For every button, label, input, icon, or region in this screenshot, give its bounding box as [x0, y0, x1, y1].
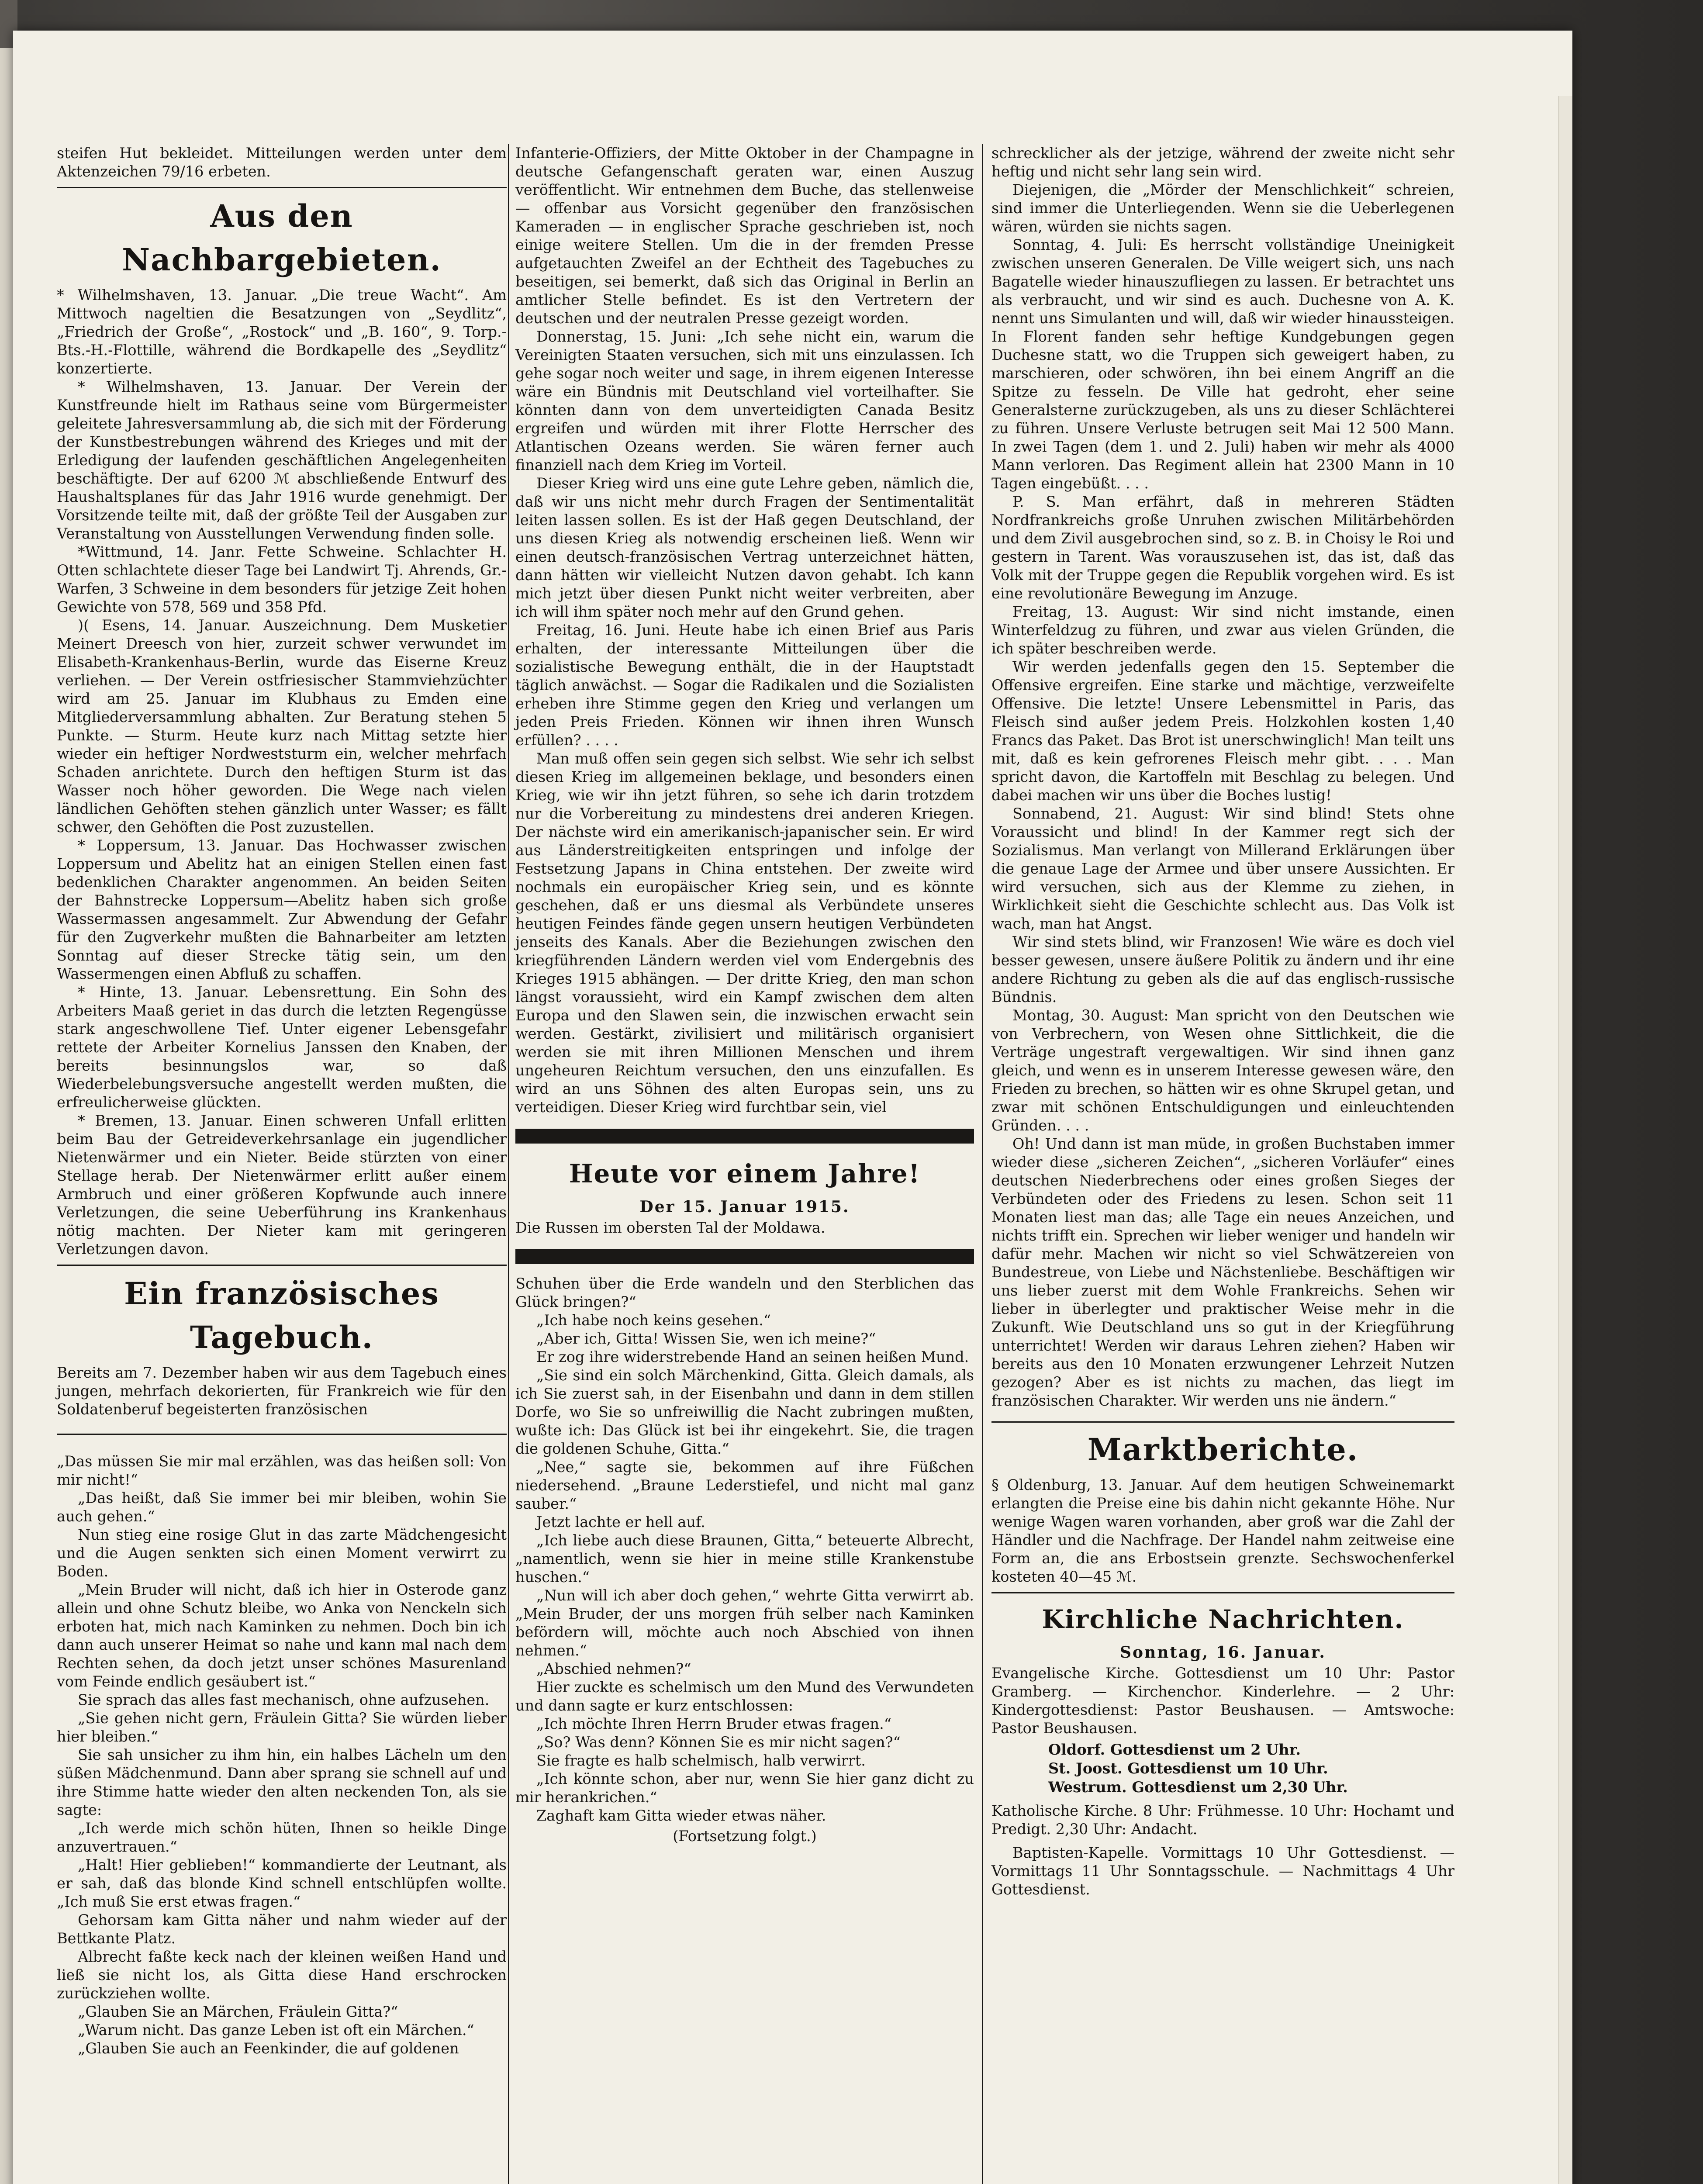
serial-paragraph: „Nun will ich aber doch gehen,“ wehrte Gitta verwirrt ab. „Mein Bruder, der uns morgen früh selber nach Kaminken befördern will, möchte auch noch Abschied von ihnen nehmen.“ [515, 1587, 974, 1659]
serial-paragraph: Hier zuckte es schelmisch um den Mund des Verwundeten und dann sagte er kurz entschlossen: [515, 1679, 974, 1714]
news-item-wittmund: *Wittmund, 14. Janr. Fette Schweine. Schlachter H. Otten schlachtete dieser Tage bei Landwirt Tj. Ahrends, Gr.-Warfen, 3 Schweine in dem besonders für jetzige Zeit hohen Gewichte von 578, 569 und 358 Pfd. [57, 543, 507, 615]
serial-paragraph: „Sie sind ein solch Märchenkind, Gitta. Gleich damals, als ich Sie zuerst sah, in der Eisenbahn und dann in dem stillen Dorfe, wo Sie so unfreiwillig die Nacht zubringen mußten, wußte ich: Das Glück ist bei ihr eingekehrt. Sie, die tragen die goldenen Schuhe, Gitta.“ [515, 1367, 974, 1457]
diary-entry: Freitag, 13. August: Wir sind nicht imstande, einen Winterfeldzug zu führen, und zwar aus vielen Gründen, die ich später beschreiben werde. [991, 603, 1454, 657]
serial-paragraph: „Glauben Sie an Märchen, Fräulein Gitta?“ [78, 2003, 398, 2020]
church-time-oldorf: Oldorf. Gottesdienst um 2 Uhr. [1048, 1741, 1301, 1758]
serial-paragraph: „Nee,“ sagte sie, bekommen auf ihre Füßchen niedersehend. „Braune Lederstiefel, und nicht mal ganz sauber.“ [515, 1458, 974, 1512]
right-column [991, 144, 1454, 1899]
diary-entry: Dieser Krieg wird uns eine gute Lehre geben, nämlich die, daß wir uns nicht mehr durch Fragen der Sentimentalität leiten lassen sollen. Es ist der Haß gegen Deutschland, der uns diesen Krieg als notwendig erscheinen ließ. Wenn wir einen deutsch-französischen Vertrag unterzeichnet hätten, dann hätten wir vielleicht Nutzen davon gehabt. Ich kann mich jetzt über diesen Punkt nicht weiter verbreiten, aber ich will ihm später noch mehr auf den Grund gehen. [515, 475, 974, 620]
serial-paragraph: „Ich habe noch keins gesehen.“ [536, 1312, 771, 1329]
news-item-loppersum: * Loppersum, 13. Januar. Das Hochwasser zwischen Loppersum und Abelitz hat an einigen Stellen einen fast bedenklichen Charakter angenommen. An beiden Seiten der Bahnstrecke Loppersum—Abelitz haben sich große Wassermassen angesammelt. Zur Abwendung der Gefahr für den Zugverkehr mußten die Bahnarbeiter am letzten Sonntag auf dieser Strecke tätig sein, um den Wassermengen einen Abfluß zu schaffen. [57, 837, 507, 982]
chronicle-entry: Die Russen im obersten Tal der Moldawa. [515, 1219, 826, 1236]
diary-entry: Wir werden jedenfalls gegen den 15. September die Offensive ergreifen. Eine starke und mächtige, verzweifelte Offensive. Die letzte! Unsere Lebensmittel in Paris, das Fleisch sind außer jedem Preis. Holzkohlen kosten 1,40 Francs das Paket. Das Brot ist unerschwinglich! Man teilt uns mit, daß es kein gefrorenes Fleisch mehr gibt. . . . Man spricht davon, die Kartoffeln mit Beschlag zu belegen. Und dabei machen wir uns über die Boches lustig! [991, 658, 1454, 804]
church-times-list [991, 1740, 1454, 1797]
serial-paragraph: Albrecht faßte keck nach der kleinen weißen Hand und ließ sie nicht los, als Gitta diese Hand erschrocken zurückziehen wollte. [57, 1948, 507, 2002]
serial-paragraph: „Ich möchte Ihren Herrn Bruder etwas fragen.“ [536, 1715, 891, 1732]
diary-entry: Sonnabend, 21. August: Wir sind blind! Stets ohne Voraussicht und blind! In der Kammer regt sich der Sozialismus. Man verlangt von Millerand Erklärungen über die genaue Lage der Armee und über unsere Aussichten. Er wird versuchen, sich aus der Klemme zu ziehen, in Wirklichkeit sieht die Geschichte schlecht aus. Das Volk ist wach, man hat Angst. [991, 805, 1454, 932]
diary-entry: Sonntag, 4. Juli: Es herrscht vollständige Uneinigkeit zwischen unseren Generalen. De Ville weigert sich, uns nach Bagatelle wieder hinauszufliegen zu lassen. Er betrachtet uns als verbraucht, und wir sind es auch. Duchesne von A. K. nennt uns Simulanten und will, daß wir wieder hinaussteigen. In Florent fanden sehr heftige Kundgebungen gegen Duchesne statt, wo die Truppen sich geweigert haben, zu marschieren, oder schwören, ihn bei einem Angriff an die Spitze zu fesseln. De Ville hat gedroht, eher seine Generalsterne zurückzugeben, als uns zu dieser Schlächterei zu führen. Unsere Verluste betrugen seit Mai 12 500 Mann. In zwei Tagen (dem 1. und 2. Juli) haben wir mehr als 4000 Mann verloren. Das Regiment allein hat 2300 Mann in 10 Tagen eingebüßt. . . . [991, 236, 1454, 492]
serial-paragraph: Sie fragte es halb schelmisch, halb verwirrt. [536, 1752, 866, 1769]
serial-paragraph: „Mein Bruder will nicht, daß ich hier in Osterode ganz allein und ohne Schutz bleibe, wo Anka von Nenckeln sich erboten hat, mich nach Kaminken zu nehmen. Doch bin ich dann auch unserer Heimat so nahe und kann mal nach dem Rechten sehen, da doch jetzt unser schönes Masurenland vom Feinde endlich gesäubert ist.“ [57, 1581, 507, 1690]
heading-heute-vor-einem-jahre: Heute vor einem Jahre! [569, 1159, 921, 1189]
news-item-bremen: * Bremen, 13. Januar. Einen schweren Unfall erlitten beim Bau der Getreideverkehrsanlage ein jugendlicher Nietenwärmer und ein Nieter. Beide stürzten von einer Stellage herab. Der Nietenwärmer erlitt außer einem Armbruch und einer größeren Kopfwunde auch innere Verletzungen, die seine Ueberführung ins Krankenhaus nötig machten. Der Nieter kam mit geringeren Verletzungen davon. [57, 1112, 507, 1258]
heading-marktberichte: Marktberichte. [1087, 1431, 1359, 1468]
serial-paragraph: „Abschied nehmen?“ [536, 1660, 691, 1677]
subheading-date: Der 15. Januar 1915. [639, 1198, 850, 1216]
diary-entry: Freitag, 16. Juni. Heute habe ich einen Brief aus Paris erhalten, der interessante Mitteilungen über die sozialistische Bewegung enthält, die in der Hauptstadt täglich anwächst. — Sogar die Radikalen und die Sozialisten erheben ihre Stimme gegen den Krieg und verlangen um jeden Preis Frieden. Können wir ihnen ihren Wunsch erfüllen? . . . . [515, 622, 974, 749]
serial-paragraph: „Halt! Hier geblieben!“ kommandierte der Leutnant, als er sah, daß das blonde Kind schnell entschlüpfen wollte. „Ich muß Sie erst etwas fragen.“ [57, 1856, 507, 1910]
diary-entry: Donnerstag, 15. Juni: „Ich sehe nicht ein, warum die Vereinigten Staaten versuchen, sich mit uns einzulassen. Ich gehe sogar noch weiter und sage, in ihrem eigenen Interesse wäre ein Bündnis mit Deutschland viel vorteilhafter. Sie könnten dann von dem unverteidigten Canada Besitz ergreifen und würden mit ihrer Flotte Herrscher des Atlantischen Ozeans werden. Sie wären ferner auch finanziell nach dem Krieg im Vorteil. [515, 328, 974, 473]
church-time-st-joost: St. Joost. Gottesdienst um 10 Uhr. [1048, 1760, 1328, 1777]
left-column [57, 144, 507, 2058]
serial-paragraph: „Glauben Sie auch an Feenkinder, die auf goldenen [78, 2040, 459, 2057]
church-notice-catholic: Katholische Kirche. 8 Uhr: Frühmesse. 10 Uhr: Hochamt und Predigt. 2,30 Uhr: Andacht. [991, 1802, 1454, 1838]
article-continuation: steifen Hut bekleidet. Mitteilungen werden unter dem Aktenzeichen 79/16 erbeten. [57, 145, 507, 180]
middle-column [515, 144, 974, 1845]
heavy-divider [515, 1249, 974, 1264]
serial-paragraph: „So? Was denn? Können Sie es mir nicht sagen?“ [536, 1734, 901, 1751]
diary-entry: Wir sind stets blind, wir Franzosen! Wie wäre es doch viel besser gewesen, unsere äußere Politik zu ändern und ihr eine andere Richtung zu geben als die auf das englisch-russische Bündnis. [991, 933, 1454, 1006]
news-item-esens: )( Esens, 14. Januar. Auszeichnung. Dem Musketier Meinert Dreesch von hier, zurzeit schwer verwundet im Elisabeth-Krankenhaus-Berlin, wurde das Eiserne Kreuz verliehen. — Der Verein ostfriesischer Stammviehzüchter wird am 25. Januar im Klubhaus zu Emden eine Mitgliederversammlung abhalten. Zur Beratung stehen 5 Punkte. — Sturm. Heute kurz nach Mittag setzte hier wieder ein heftiger Nordweststurm ein, welcher mehrfach Schaden anrichtete. Durch den heftigen Sturm ist das Wasser noch höher geworden. Die Wege nach vielen ländlichen Gehöften stehen gänzlich unter Wasser; es fällt schwer, den Gehöften die Post zuzustellen. [57, 617, 507, 836]
serial-paragraph: Nun stieg eine rosige Glut in das zarte Mädchengesicht und die Augen senkten sich einen Moment verwirrt zu Boden. [57, 1526, 507, 1580]
column-rule-left [508, 144, 509, 2184]
news-item-wilhelmshaven-1: * Wilhelmshaven, 13. Januar. „Die treue Wacht“. Am Mittwoch nageltien die Besatzungen von „Seydlitz“, „Friedrich der Große“, „Rostock“ und „B. 160“, 9. Torp.-Bts.-H.-Flottille, während die Bordkapelle des „Seydlitz“ konzertierte. [57, 287, 507, 377]
diary-entry: Montag, 30. August: Man spricht von den Deutschen wie von Verbrechern, von Wesen ohne Sittlichkeit, die die Verträge ungestraft vergewaltigen. Wir sind ihnen ganz gleich, und wenn es in unserem Interesse gewesen wäre, den Frieden zu brechen, so hätten wir es ohne Skrupel getan, und zwar mit schönen Entschuldigungen und einleuchtenden Gründen. . . . [991, 1007, 1454, 1134]
market-report: § Oldenburg, 13. Januar. Auf dem heutigen Schweinemarkt erlangten die Preise eine bis dahin nicht gekannte Höhe. Nur wenige Wagen waren vorhanden, aber groß war die Zahl der Händler und die Nachfrage. Der Handel nahm zeitweise eine Form an, die ans Erbostsein grenzte. Sechswochenferkel kosteten 40—45 ℳ. [991, 1476, 1454, 1585]
article-heading-tagebuch: Ein französisches Tagebuch. [124, 1275, 439, 1355]
serial-paragraph: Gehorsam kam Gitta näher und nahm wieder auf der Bettkante Platz. [57, 1911, 507, 1947]
diary-entry: Diejenigen, die „Mörder der Menschlichkeit“ schreien, sind immer die Unterliegenden. Wenn sie die Ueberlegenen wären, würden sie nichts sagen. [991, 181, 1454, 235]
serial-paragraph: „Ich werde mich schön hüten, Ihnen so heikle Dinge anzuvertrauen.“ [57, 1820, 507, 1855]
church-notice-evangelical: Evangelische Kirche. Gottesdienst um 10 Uhr: Pastor Gramberg. — Kirchenchor. Kinderlehre. — 2 Uhr: Kindergottesdienst: Pastor Beushausen. — Amtswoche: Pastor Beushausen. [991, 1665, 1454, 1737]
serial-paragraph: „Ich liebe auch diese Braunen, Gitta,“ beteuerte Albrecht, „namentlich, wenn sie hier in meine stille Krankenstube huschen.“ [515, 1532, 974, 1586]
diary-entry: schrecklicher als der jetzige, während der zweite nicht sehr heftig und nicht sehr lang sein wird. [991, 145, 1454, 180]
book-edge [1558, 96, 1572, 2184]
heading-kirchliche-nachrichten: Kirchliche Nachrichten. [1042, 1604, 1404, 1634]
serial-paragraph: „Ich könnte schon, aber nur, wenn Sie hier ganz dicht zu mir herankrichen.“ [515, 1770, 974, 1806]
continuation-note: (Fortsetzung folgt.) [673, 1828, 817, 1845]
section-divider [991, 1592, 1454, 1593]
subheading-sunday: Sonntag, 16. Januar. [1120, 1643, 1326, 1662]
diary-entry: Man muß offen sein gegen sich selbst. Wie sehr ich selbst diesen Krieg im allgemeinen beklage, und besonders einen Krieg, wie wir ihn jetzt führen, so sehe ich darin trotzdem nur die Vorbereitung zu mindestens drei anderen Kriegen. Der nächste wird ein amerikanisch-japanischer sein. Er wird aus Länderstreitigkeiten entspringen und infolge der Festsetzung Japans in China entstehen. Der zweite wird nochmals ein europäischer Krieg sein, und es könnte geschehen, daß er uns diesmal als Verbündete unseres heutigen Feindes fände gegen unsern heutigen Verbündeten jenseits des Kanals. Aber die Beziehungen zwischen den kriegführenden Ländern werden viel vom Endergebnis des Krieges 1915 abhängen. — Der dritte Krieg, den man schon längst voraussieht, wird ein Kampf zwischen dem alten Europa und den Slawen sein, die inzwischen erwacht sein werden. Gestärkt, zivilisiert und militärisch organisiert werden sie mit ihren Millionen Menschen und ihrem ungeheuren Reichtum versuchen, den uns einzufallen. Es wird an uns Söhnen des alten Europas sein, uns zu verteidigen. Dieser Krieg wird furchtbar sein, viel [515, 750, 974, 1116]
serial-paragraph: Schuhen über die Erde wandeln und den Sterblichen das Glück bringen?“ [515, 1275, 974, 1310]
serial-paragraph: Er zog ihre widerstrebende Hand an seinen heißen Mund. [536, 1348, 969, 1365]
section-divider [57, 1265, 507, 1266]
serial-paragraph: „Sie gehen nicht gern, Fräulein Gitta? Sie würden lieber hier bleiben.“ [57, 1710, 507, 1745]
serial-paragraph: „Das heißt, daß Sie immer bei mir bleiben, wohin Sie auch gehen.“ [57, 1489, 507, 1525]
diary-entry: P. S. Man erfährt, daß in mehreren Städten Nordfrankreichs große Unruhen zwischen Militärbehörden und dem Zivil ausgebrochen sind, so z. B. in Choisy le Roi und gestern in Tarent. Was vorauszusehen ist, das ist, daß das Volk mit der Truppe gegen die Republik vorgehen wird. Es ist eine revolutionäre Bewegung im Anzuge. [991, 493, 1454, 602]
section-divider [57, 187, 507, 188]
news-item-wilhelmshaven-2: * Wilhelmshaven, 13. Januar. Der Verein der Kunstfreunde hielt im Rathaus seine vom Bürgermeister geleitete Jahresversammlung ab, die sich mit der Förderung der Kunstbestrebungen während des Krieges und mit der Erledigung der laufenden geschäftlichen Angelegenheiten beschäftigte. Der auf 6200 ℳ abschließende Entwurf des Haushaltsplanes für das Jahr 1916 wurde genehmigt. Der Vorsitzende teilte mit, daß der größte Teil der Ausgaben zur Veranstaltung von Ausstellungen Verwendung finden solle. [57, 378, 507, 542]
column-rule-right [982, 144, 983, 2184]
church-notice-baptist: Baptisten-Kapelle. Vormittags 10 Uhr Gottesdienst. — Vormittags 11 Uhr Sonntagsschule. — Nachmittags 4 Uhr Gottesdienst. [991, 1844, 1454, 1898]
section-divider [57, 1434, 507, 1435]
serial-paragraph: Sie sah unsicher zu ihm hin, ein halbes Lächeln um den süßen Mädchenmund. Dann aber sprang sie schnell auf und ihre Stimme hatte wieder den alten neckenden Ton, als sie sagte: [57, 1746, 507, 1818]
diary-entry: Oh! Und dann ist man müde, in großen Buchstaben immer wieder diese „sicheren Zeichen“, „sicheren Vorläufer“ eines deutschen Niederbrechens oder eines großen Sieges der Verbündeten oder des Friedens zu lesen. Schon seit 11 Monaten liest man das; alle Tage ein neues Anzeichen, und nichts trifft ein. Sprechen wir lieber weniger und handeln wir dafür mehr. Machen wir nicht so viel Schwätzereien von Bundestreue, von Liebe und Nächstenliebe. Beschäftigen wir uns lieber zuerst mit dem Wohle Frankreichs. Sehen wir lieber in überlegter und praktischer Weise mehr in die Zukunft. Wie Deutschland uns so gut in der Kriegführung unterrichtet! Werden wir daraus Lehren ziehen? Haben wir bereits aus den 10 Monaten erzwungener Lehrzeit Nutzen gezogen? Aber es ist nichts zu machen, das liegt im französischen Charakter. Wir werden uns nie ändern.“ [991, 1135, 1454, 1409]
serial-paragraph: Zaghaft kam Gitta wieder etwas näher. [536, 1807, 826, 1824]
church-time-westrum: Westrum. Gottesdienst um 2,30 Uhr. [1048, 1779, 1348, 1796]
news-item-hinte: * Hinte, 13. Januar. Lebensrettung. Ein Sohn des Arbeiters Maaß geriet in das durch die letzten Regengüsse stark angeschwollene Tief. Unter eigener Lebensgefahr rettete der Arbeiter Kornelius Janssen den Knaben, der bereits besinnungslos war, so daß Wiederbelebungsversuche angestellt werden mußten, die erfreulicherweise glückten. [57, 984, 507, 1111]
newspaper-page [13, 31, 1572, 2184]
serial-paragraph: „Warum nicht. Das ganze Leben ist oft ein Märchen.“ [78, 2022, 474, 2039]
heavy-divider [515, 1129, 974, 1144]
section-heading-nachbargebiete: Aus den Nachbargebieten. [122, 198, 442, 278]
serial-paragraph: „Aber ich, Gitta! Wissen Sie, wen ich meine?“ [536, 1330, 876, 1347]
article-paragraph: Infanterie-Offiziers, der Mitte Oktober in der Champagne in deutsche Gefangenschaft geraten war, einen Auszug veröffentlicht. Wir entnehmen dem Buche, das stellenweise — offenbar aus Vorsicht gegenüber den französischen Kameraden — in englischer Sprache geschrieben ist, noch einige weitere Stellen. Um die in der fremden Presse aufgetauchten Zweifel an der Echtheit des Tagebuches zu beseitigen, sei bemerkt, daß sich das Original in Berlin an amtlicher Stelle befindet. Es ist den Vertretern der deutschen und der neutralen Presse gezeigt worden. [515, 145, 974, 327]
serial-paragraph: „Das müssen Sie mir mal erzählen, was das heißen soll: Von mir nicht!“ [57, 1453, 507, 1488]
section-divider [991, 1421, 1454, 1423]
article-paragraph: Bereits am 7. Dezember haben wir aus dem Tagebuch eines jungen, mehrfach dekorierten, für Frankreich wie für den Soldatenberuf begeisterten französischen [57, 1364, 507, 1418]
serial-paragraph: Sie sprach das alles fast mechanisch, ohne aufzusehen. [78, 1691, 490, 1708]
serial-paragraph: Jetzt lachte er hell auf. [536, 1514, 705, 1531]
